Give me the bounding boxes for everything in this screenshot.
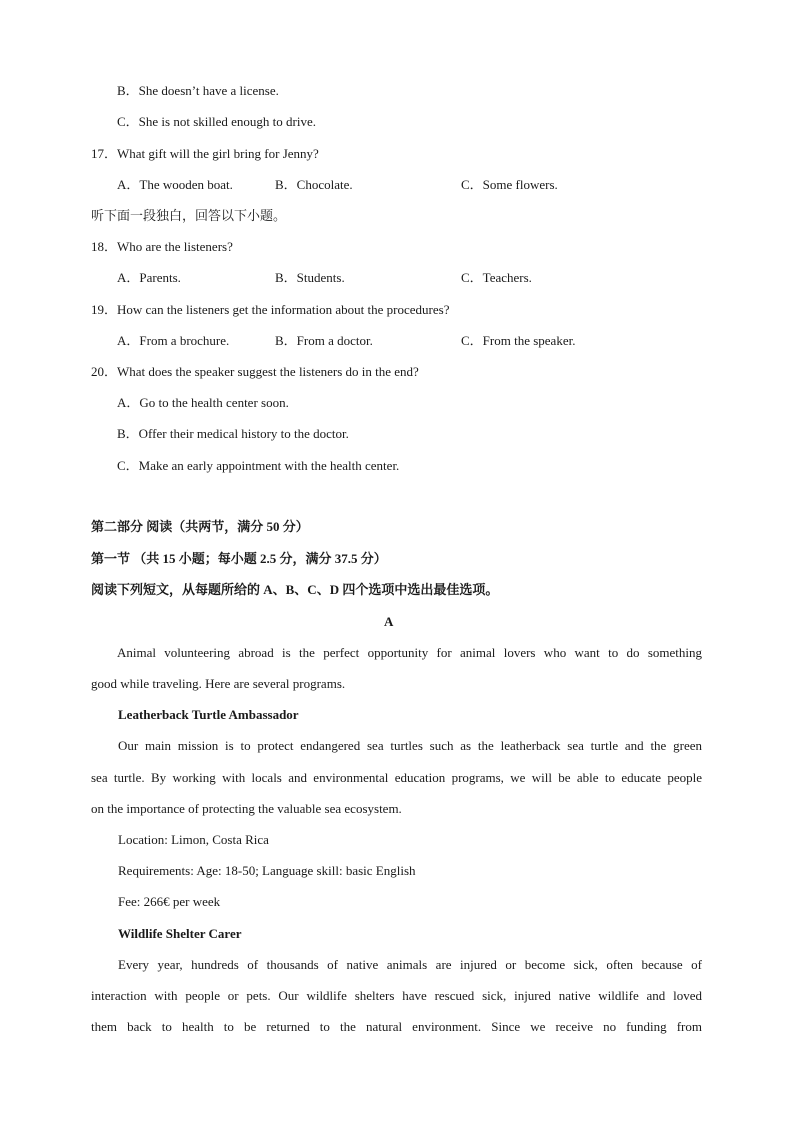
q17-option-b: B．Chocolate. <box>275 177 353 192</box>
section-heading: 第一节 （共 15 小题；每小题 2.5 分，满分 37.5 分） <box>91 551 387 566</box>
program1-line-2: sea turtle. By working with locals and environmental education programs, we will be able to educate people <box>91 770 702 785</box>
monologue-instruction: 听下面一段独白，回答以下小题。 <box>91 208 287 223</box>
program1-line-1: Our main mission is to protect endangered sea turtles such as the leatherback sea turtle and the green <box>118 738 702 753</box>
program1-title: Leatherback Turtle Ambassador <box>118 707 299 722</box>
q18-stem: 18．Who are the listeners? <box>91 239 233 254</box>
program2-line-2: interaction with people or pets. Our wildlife shelters have rescued sick, injured native wildlife and loved <box>91 988 702 1003</box>
q16-option-b: B．She doesn’t have a license. <box>117 83 279 98</box>
intro-line-1: Animal volunteering abroad is the perfect opportunity for animal lovers who want to do something <box>117 645 702 660</box>
q19-option-c: C．From the speaker. <box>461 333 576 348</box>
program2-title: Wildlife Shelter Carer <box>118 926 242 941</box>
q20-option-a: A．Go to the health center soon. <box>117 395 289 410</box>
part-heading: 第二部分 阅读（共两节，满分 50 分） <box>91 519 309 534</box>
q17-stem: 17．What gift will the girl bring for Jenny? <box>91 146 319 161</box>
q20-option-b: B．Offer their medical history to the doctor. <box>117 426 349 441</box>
q17-option-c: C．Some flowers. <box>461 177 558 192</box>
program2-line-1: Every year, hundreds of thousands of native animals are injured or become sick, often because of <box>118 957 702 972</box>
q18-option-b: B．Students. <box>275 270 345 285</box>
program2-line-3: them back to health to be returned to the natural environment. Since we receive no funding from <box>91 1019 702 1034</box>
program1-location: Location: Limon, Costa Rica <box>118 832 269 847</box>
q20-stem: 20．What does the speaker suggest the listeners do in the end? <box>91 364 419 379</box>
q18-option-c: C．Teachers. <box>461 270 532 285</box>
intro-line-2: good while traveling. Here are several programs. <box>91 676 346 691</box>
q20-option-c: C．Make an early appointment with the health center. <box>117 458 400 473</box>
passage-label: A <box>384 614 394 629</box>
program1-line-3: on the importance of protecting the valuable sea ecosystem. <box>91 801 402 816</box>
q19-option-a: A．From a brochure. <box>117 333 230 348</box>
q19-stem: 19．How can the listeners get the information about the procedures? <box>91 302 450 317</box>
q16-option-c: C．She is not skilled enough to drive. <box>117 114 316 129</box>
q19-option-b: B．From a doctor. <box>275 333 373 348</box>
reading-instruction: 阅读下列短文，从每题所给的 A、B、C、D 四个选项中选出最佳选项。 <box>91 582 499 597</box>
program1-requirements: Requirements: Age: 18-50; Language skill: basic English <box>118 863 416 878</box>
q17-option-a: A．The wooden boat. <box>117 177 233 192</box>
program1-fee: Fee: 266€ per week <box>118 894 221 909</box>
q18-option-a: A．Parents. <box>117 270 181 285</box>
